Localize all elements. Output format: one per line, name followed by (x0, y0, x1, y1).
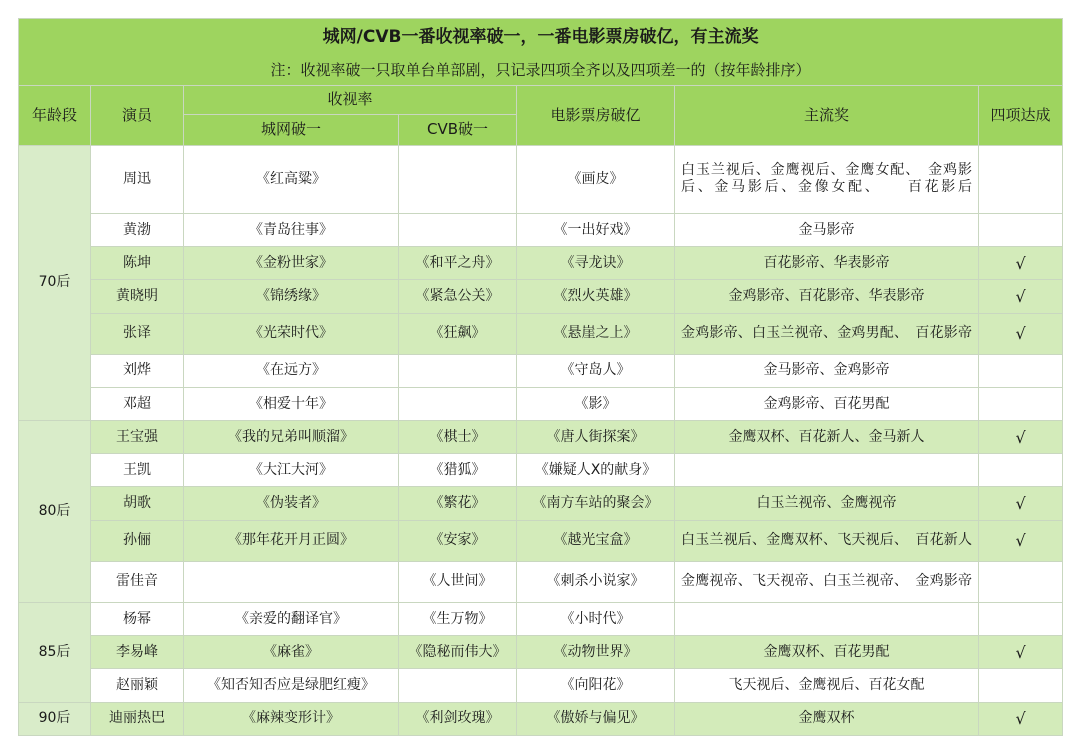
actor-cell: 迪丽热巴 (91, 702, 184, 735)
actor-cell: 黄渤 (91, 214, 184, 247)
cvb-cell: 《紧急公关》 (399, 280, 517, 313)
cvb-cell: 《和平之舟》 (399, 247, 517, 280)
awards-cell: 金鸡影帝、白玉兰视帝、金鸡男配、 百花影帝 (675, 313, 979, 354)
cvb-cell (399, 387, 517, 420)
all-four-check-cell (979, 354, 1063, 387)
box-office-cell: 《一出好戏》 (517, 214, 675, 247)
actor-cell: 刘烨 (91, 354, 184, 387)
actor-cell: 周迅 (91, 145, 184, 213)
awards-cell: 金鸡影帝、百花影帝、华表影帝 (675, 280, 979, 313)
actor-cell: 邓超 (91, 387, 184, 420)
header-age: 年龄段 (19, 86, 91, 145)
table-row (19, 561, 1063, 602)
table-title: 城网/CVB一番收视率破一，一番电影票房破亿，有主流奖 (19, 19, 1063, 56)
table-row (19, 520, 1063, 561)
cvb-cell: 《生万物》 (399, 603, 517, 636)
cvb-cell (399, 354, 517, 387)
city-net-cell: 《锦绣缘》 (184, 280, 399, 313)
age-group-cell: 85后 (19, 603, 91, 703)
awards-cell: 白玉兰视帝、金鹰视帝 (675, 487, 979, 520)
table-row (19, 313, 1063, 354)
box-office-cell: 《悬崖之上》 (517, 313, 675, 354)
box-office-cell: 《守岛人》 (517, 354, 675, 387)
city-net-cell: 《麻雀》 (184, 636, 399, 669)
city-net-cell: 《金粉世家》 (184, 247, 399, 280)
cvb-cell (399, 669, 517, 702)
actor-cell: 黄晓明 (91, 280, 184, 313)
actor-cell: 孙俪 (91, 520, 184, 561)
box-office-cell: 《烈火英雄》 (517, 280, 675, 313)
cvb-cell: 《安家》 (399, 520, 517, 561)
header-city-net: 城网破一 (184, 114, 399, 145)
actor-cell: 王宝强 (91, 421, 184, 454)
box-office-cell: 《画皮》 (517, 145, 675, 213)
awards-cell: 白玉兰视后、金鹰双杯、飞天视后、 百花新人 (675, 520, 979, 561)
age-group-cell: 80后 (19, 421, 91, 603)
all-four-check-cell: √ (979, 702, 1063, 735)
cvb-cell: 《猎狐》 (399, 454, 517, 487)
city-net-cell: 《伪装者》 (184, 487, 399, 520)
city-net-cell: 《麻辣变形计》 (184, 702, 399, 735)
header-box-office: 电影票房破亿 (517, 86, 675, 145)
awards-cell: 金鹰双杯、百花新人、金马新人 (675, 421, 979, 454)
actor-cell: 胡歌 (91, 487, 184, 520)
ranking-table (18, 18, 1063, 736)
table-row (19, 354, 1063, 387)
table-row (19, 454, 1063, 487)
table-row (19, 603, 1063, 636)
table-row (19, 487, 1063, 520)
table-row (19, 421, 1063, 454)
all-four-check-cell (979, 145, 1063, 213)
city-net-cell: 《亲爱的翻译官》 (184, 603, 399, 636)
table-row (19, 669, 1063, 702)
cvb-cell (399, 145, 517, 213)
awards-cell: 飞天视后、金鹰视后、百花女配 (675, 669, 979, 702)
box-office-cell: 《傲娇与偏见》 (517, 702, 675, 735)
box-office-cell: 《嫌疑人X的献身》 (517, 454, 675, 487)
cvb-cell: 《繁花》 (399, 487, 517, 520)
actor-cell: 赵丽颖 (91, 669, 184, 702)
all-four-check-cell: √ (979, 280, 1063, 313)
cvb-cell: 《隐秘而伟大》 (399, 636, 517, 669)
all-four-check-cell (979, 561, 1063, 602)
box-office-cell: 《向阳花》 (517, 669, 675, 702)
all-four-check-cell (979, 454, 1063, 487)
box-office-cell: 《刺杀小说家》 (517, 561, 675, 602)
table-row (19, 702, 1063, 735)
box-office-cell: 《小时代》 (517, 603, 675, 636)
all-four-check-cell (979, 669, 1063, 702)
awards-cell: 百花影帝、华表影帝 (675, 247, 979, 280)
table-row (19, 387, 1063, 420)
city-net-cell: 《那年花开月正圆》 (184, 520, 399, 561)
header-actor: 演员 (91, 86, 184, 145)
awards-cell: 金鸡影帝、百花男配 (675, 387, 979, 420)
awards-cell (675, 454, 979, 487)
awards-cell: 金马影帝、金鸡影帝 (675, 354, 979, 387)
city-net-cell: 《我的兄弟叫顺溜》 (184, 421, 399, 454)
header-cvb: CVB破一 (399, 114, 517, 145)
table-row (19, 247, 1063, 280)
table-row (19, 145, 1063, 213)
city-net-cell: 《相爱十年》 (184, 387, 399, 420)
box-office-cell: 《寻龙诀》 (517, 247, 675, 280)
cvb-cell: 《人世间》 (399, 561, 517, 602)
city-net-cell: 《红高粱》 (184, 145, 399, 213)
city-net-cell (184, 561, 399, 602)
box-office-cell: 《动物世界》 (517, 636, 675, 669)
awards-cell: 金鹰视帝、飞天视帝、白玉兰视帝、 金鸡影帝 (675, 561, 979, 602)
all-four-check-cell (979, 214, 1063, 247)
city-net-cell: 《光荣时代》 (184, 313, 399, 354)
header-ratings: 收视率 (184, 86, 517, 114)
city-net-cell: 《知否知否应是绿肥红瘦》 (184, 669, 399, 702)
awards-cell: 金马影帝 (675, 214, 979, 247)
all-four-check-cell (979, 603, 1063, 636)
table-row (19, 214, 1063, 247)
cvb-cell: 《狂飙》 (399, 313, 517, 354)
header-all-four: 四项达成 (979, 86, 1063, 145)
city-net-cell: 《大江大河》 (184, 454, 399, 487)
age-group-cell: 90后 (19, 702, 91, 735)
all-four-check-cell: √ (979, 421, 1063, 454)
all-four-check-cell: √ (979, 313, 1063, 354)
city-net-cell: 《在远方》 (184, 354, 399, 387)
actor-cell: 李易峰 (91, 636, 184, 669)
awards-cell: 金鹰双杯、百花男配 (675, 636, 979, 669)
table-note: 注：收视率破一只取单台单部剧，只记录四项全齐以及四项差一的（按年龄排序） (19, 55, 1063, 86)
box-office-cell: 《影》 (517, 387, 675, 420)
awards-cell: 金鹰双杯 (675, 702, 979, 735)
all-four-check-cell: √ (979, 247, 1063, 280)
all-four-check-cell (979, 387, 1063, 420)
actor-cell: 张译 (91, 313, 184, 354)
actor-cell: 陈坤 (91, 247, 184, 280)
awards-cell (675, 603, 979, 636)
box-office-cell: 《越光宝盒》 (517, 520, 675, 561)
actor-cell: 杨幂 (91, 603, 184, 636)
all-four-check-cell: √ (979, 487, 1063, 520)
actor-cell: 雷佳音 (91, 561, 184, 602)
city-net-cell: 《青岛往事》 (184, 214, 399, 247)
box-office-cell: 《南方车站的聚会》 (517, 487, 675, 520)
cvb-cell: 《棋士》 (399, 421, 517, 454)
header-awards: 主流奖 (675, 86, 979, 145)
actor-cell: 王凯 (91, 454, 184, 487)
cvb-cell: 《利剑玫瑰》 (399, 702, 517, 735)
awards-cell: 白玉兰视后、金鹰视后、金鹰女配、 金鸡影后、金马影后、金像女配、 百花影后 (675, 145, 979, 213)
box-office-cell: 《唐人街探案》 (517, 421, 675, 454)
table-row (19, 280, 1063, 313)
age-group-cell: 70后 (19, 145, 91, 420)
all-four-check-cell: √ (979, 636, 1063, 669)
cvb-cell (399, 214, 517, 247)
all-four-check-cell: √ (979, 520, 1063, 561)
table-row (19, 636, 1063, 669)
